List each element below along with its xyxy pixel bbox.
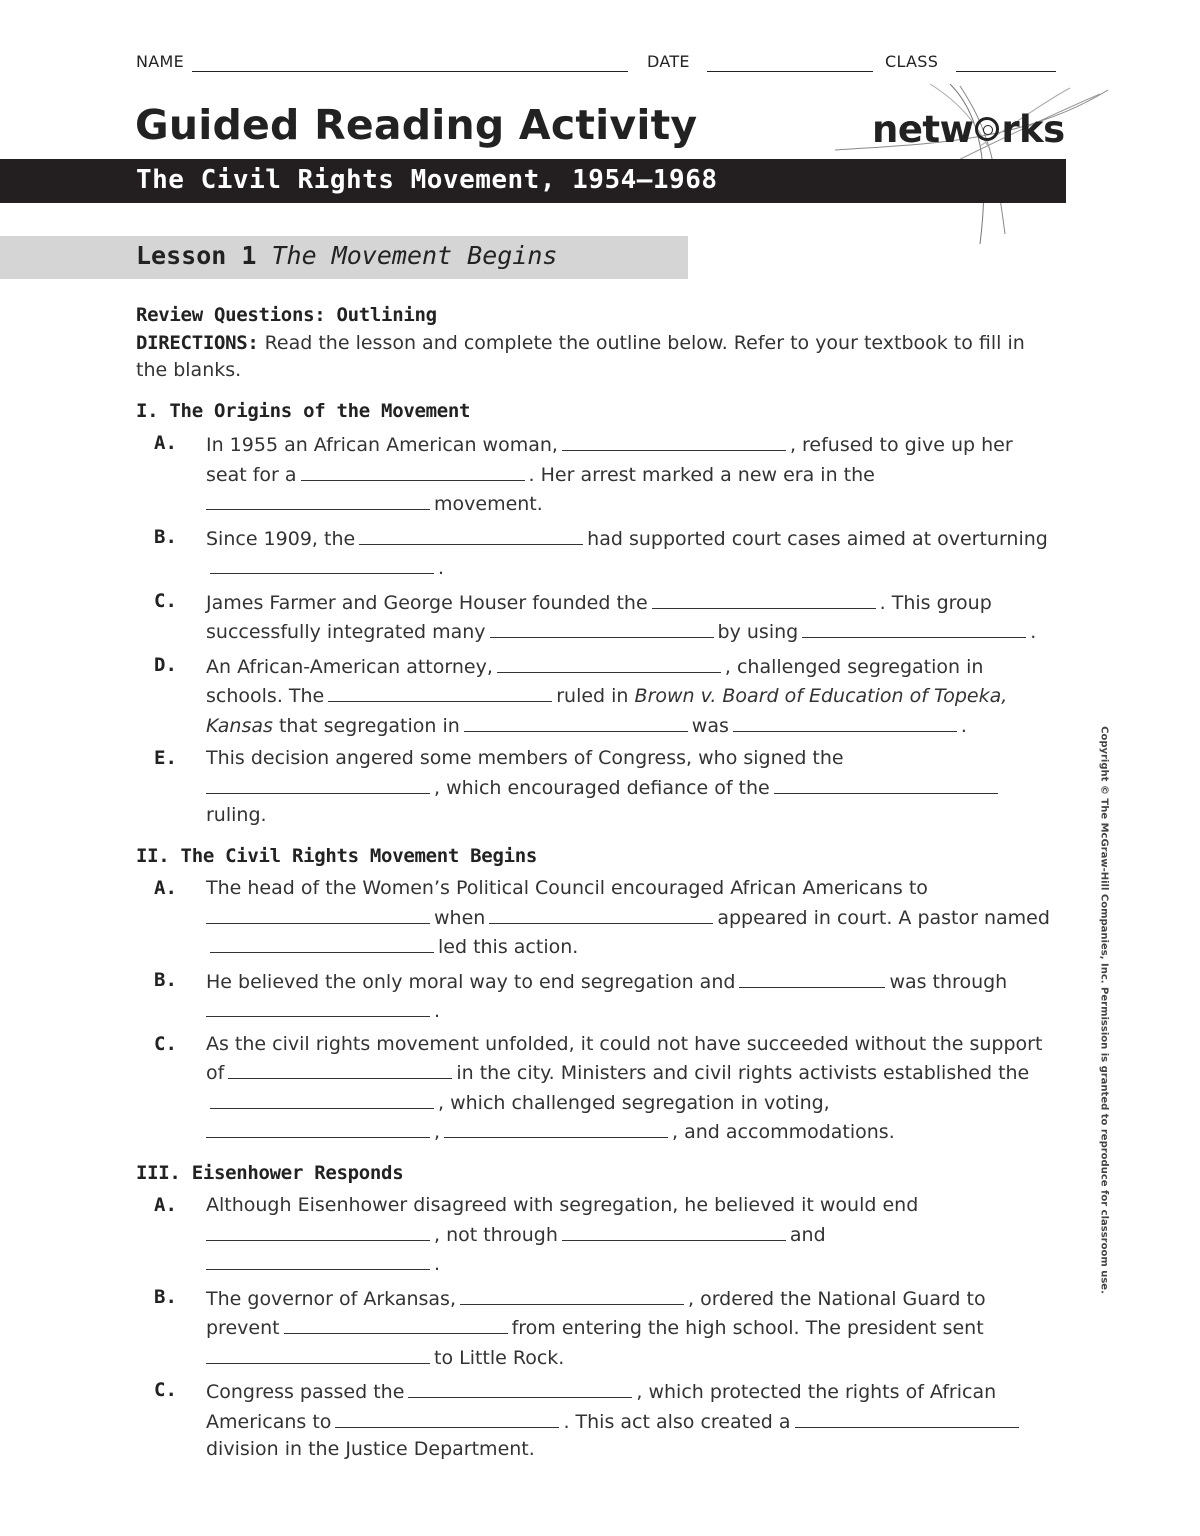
item-letter: B. <box>154 525 177 548</box>
outline-item <box>136 430 1056 519</box>
outline-item <box>136 1192 1056 1279</box>
blank-field[interactable] <box>206 489 430 510</box>
item-text: . Her arrest marked a new era in the <box>528 463 875 486</box>
item-letter: C. <box>154 589 177 612</box>
item-text: , which encouraged defiance of the <box>434 776 770 799</box>
outline-item <box>136 875 1056 962</box>
review-heading: Review Questions: Outlining <box>136 304 437 326</box>
lesson-name: The Movement Begins <box>271 241 558 270</box>
item-text: James Farmer and George Houser founded the <box>206 591 648 614</box>
item-text: . This group successfully integrated many <box>206 591 992 643</box>
blank-field[interactable] <box>562 1220 786 1241</box>
item-letter: B. <box>154 968 177 991</box>
lesson-title <box>136 241 557 270</box>
item-text: , not through <box>434 1223 558 1246</box>
item-text: in the city. Ministers and civil rights activists established the <box>456 1062 1030 1084</box>
item-letter: A. <box>154 432 177 454</box>
blank-field[interactable] <box>206 1249 430 1270</box>
item-letter: D. <box>154 653 177 676</box>
date-field[interactable] <box>707 71 873 72</box>
outline-item <box>136 1377 1056 1464</box>
outline-item <box>136 745 1056 830</box>
item-text: . <box>434 1253 441 1275</box>
blank-field[interactable] <box>206 1343 430 1364</box>
item-text: In 1955 an African American woman, <box>206 434 558 456</box>
section-heading: III. Eisenhower Responds <box>136 1161 404 1184</box>
date-label: DATE <box>647 52 690 71</box>
blank-field[interactable] <box>206 903 430 924</box>
blank-field[interactable] <box>460 1284 684 1305</box>
logo-text-end: rks <box>1001 108 1065 151</box>
item-text: had supported court cases aimed at overturning <box>587 527 1048 550</box>
item-text: that segregation in <box>278 714 460 737</box>
item-text: The head of the Women’s Political Council encouraged African Americans to <box>206 877 928 899</box>
blank-field[interactable] <box>210 1088 434 1109</box>
item-letter: A. <box>154 1194 177 1216</box>
section-heading: I. The Origins of the Movement <box>136 399 471 422</box>
item-text: , which protected the rights of African Americans to <box>206 1381 997 1433</box>
blank-field[interactable] <box>444 1117 668 1138</box>
item-text: and <box>789 1223 826 1246</box>
item-text: . <box>1030 621 1037 643</box>
logo-text-start: netw <box>872 108 974 151</box>
outline-item <box>136 524 1056 583</box>
networks-logo <box>872 108 1065 151</box>
item-text: An African-American attorney, <box>206 655 493 678</box>
outline-item <box>136 652 1056 741</box>
item-text: The governor of Arkansas, <box>206 1287 456 1310</box>
name-label: NAME <box>136 52 185 71</box>
lesson-number: Lesson 1 <box>136 241 257 270</box>
item-text: was through <box>889 970 1008 993</box>
item-text: . <box>434 1000 441 1022</box>
blank-field[interactable] <box>562 430 786 451</box>
item-text: appeared in court. A pastor named <box>717 906 1050 929</box>
blank-field[interactable] <box>802 617 1026 638</box>
item-text: led this action. <box>438 936 579 958</box>
blank-field[interactable] <box>206 1220 430 1241</box>
logo-globe-icon <box>975 117 999 141</box>
outline-item <box>136 967 1056 1026</box>
outline-item <box>136 588 1056 647</box>
blank-field[interactable] <box>301 460 525 481</box>
item-text: , and accommodations. <box>672 1121 895 1143</box>
item-text: movement. <box>434 493 543 515</box>
name-field[interactable] <box>192 71 628 72</box>
item-text: , which challenged segregation in voting, <box>438 1091 830 1114</box>
blank-field[interactable] <box>206 1117 430 1138</box>
blank-field[interactable] <box>206 996 430 1017</box>
item-text: Congress passed the <box>206 1381 405 1403</box>
directions <box>136 330 1056 385</box>
blank-field[interactable] <box>490 617 714 638</box>
item-text: was <box>691 714 729 737</box>
blank-field[interactable] <box>464 711 688 732</box>
item-text: . This act also created a <box>563 1410 791 1433</box>
item-letter: A. <box>154 877 177 899</box>
item-text: As the civil rights movement unfolded, it could not have succeeded without the support of <box>206 1032 1043 1084</box>
blank-field[interactable] <box>739 967 885 988</box>
blank-field[interactable] <box>497 652 721 673</box>
blank-field[interactable] <box>328 681 552 702</box>
blank-field[interactable] <box>489 903 713 924</box>
item-text: . <box>960 714 967 737</box>
blank-field[interactable] <box>652 588 876 609</box>
blank-field[interactable] <box>206 773 430 794</box>
item-text: , refused to give up her seat for a <box>206 434 1013 486</box>
item-text: from entering the high school. The president sent <box>511 1317 984 1339</box>
outline-item <box>136 1031 1056 1147</box>
worksheet-body <box>136 302 1056 1464</box>
blank-field[interactable] <box>795 1407 1019 1428</box>
case-name: Brown v. Board of Education of Topeka, Kansas <box>206 685 1008 737</box>
item-text: He believed the only moral way to end segregation and <box>206 970 736 993</box>
item-text: division in the Justice Department. <box>206 1438 535 1460</box>
item-text: ruling. <box>206 804 267 826</box>
page-title: Guided Reading Activity <box>135 101 698 149</box>
blank-field[interactable] <box>733 711 957 732</box>
item-letter: E. <box>154 747 177 769</box>
blank-field[interactable] <box>774 773 998 794</box>
item-letter: C. <box>154 1379 177 1401</box>
blank-field[interactable] <box>284 1313 508 1334</box>
outline-item <box>136 1284 1056 1373</box>
blank-field[interactable] <box>228 1058 452 1079</box>
item-text: by using <box>717 621 799 643</box>
item-text: ruled in <box>556 685 629 707</box>
item-text: . <box>438 557 445 579</box>
blank-field[interactable] <box>359 524 583 545</box>
directions-label: DIRECTIONS: <box>136 331 259 354</box>
chapter-title: The Civil Rights Movement, 1954–1968 <box>136 165 718 195</box>
item-letter: C. <box>154 1032 177 1055</box>
blank-field[interactable] <box>335 1407 559 1428</box>
directions-text: Read the lesson and complete the outline below. Refer to your textbook to fill in the blanks. <box>136 331 1025 381</box>
item-text: Although Eisenhower disagreed with segregation, he believed it would end <box>206 1194 919 1216</box>
item-text: to Little Rock. <box>434 1346 565 1369</box>
item-text: Since 1909, the <box>206 527 356 550</box>
item-text: , ordered the National Guard to prevent <box>206 1287 986 1339</box>
blank-field[interactable] <box>408 1377 632 1398</box>
item-letter: B. <box>154 1285 177 1308</box>
copyright-notice: Copyright © The McGraw-Hill Companies, Inc. Permission is granted to reproduce for classroom use. <box>1098 726 1110 1294</box>
item-text: This decision angered some members of Congress, who signed the <box>206 747 844 769</box>
item-text: , challenged segregation in schools. The <box>206 655 984 707</box>
blank-field[interactable] <box>210 553 434 574</box>
blank-field[interactable] <box>210 932 434 953</box>
item-text: , <box>434 1121 441 1143</box>
section-heading: II. The Civil Rights Movement Begins <box>136 844 538 867</box>
item-text: when <box>434 906 486 929</box>
class-field[interactable] <box>956 71 1056 72</box>
class-label: CLASS <box>885 52 939 71</box>
